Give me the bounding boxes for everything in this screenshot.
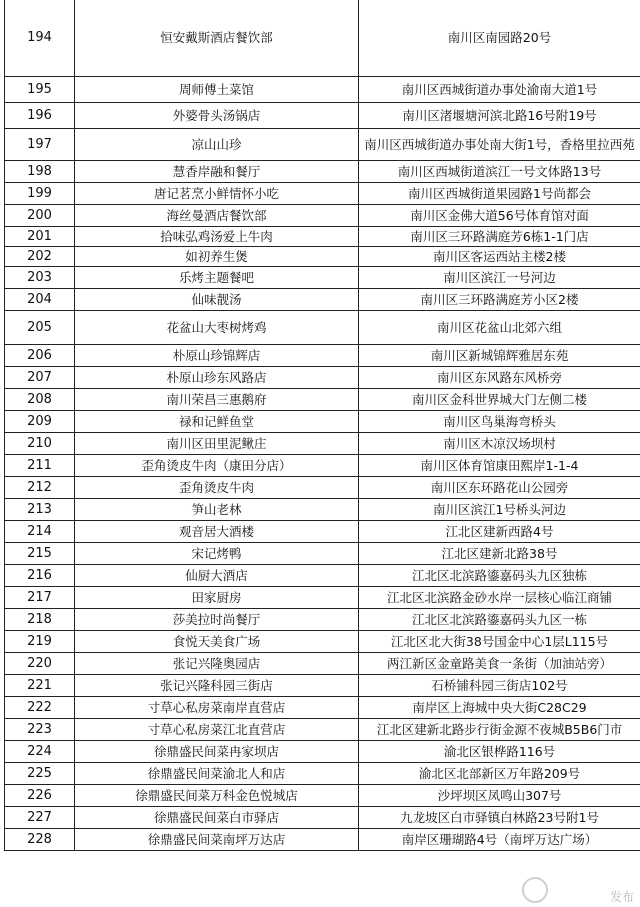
- table-row: [5, 807, 640, 829]
- row-number: 217: [5, 587, 75, 609]
- row-number: 205: [5, 311, 75, 345]
- restaurant-name: 周师傅土菜馆: [75, 77, 359, 103]
- table-row: [5, 455, 640, 477]
- row-number: 207: [5, 367, 75, 389]
- row-number: 214: [5, 521, 75, 543]
- row-number: 194: [5, 0, 75, 77]
- table-row: [5, 785, 640, 807]
- row-number: 206: [5, 345, 75, 367]
- restaurant-name: 海丝曼酒店餐饮部: [75, 205, 359, 227]
- table-row: [5, 609, 640, 631]
- restaurant-address: 南川区金佛大道56号体育馆对面: [359, 205, 640, 227]
- restaurant-name: 外婆骨头汤锅店: [75, 103, 359, 129]
- table-row: [5, 653, 640, 675]
- row-number: 224: [5, 741, 75, 763]
- restaurant-address: 江北区北滨路金砂水岸一层核心临江商铺: [359, 587, 640, 609]
- restaurant-name: 观音居大酒楼: [75, 521, 359, 543]
- table-row: [5, 389, 640, 411]
- table-row: [5, 631, 640, 653]
- restaurant-address: 江北区建新西路4号: [359, 521, 640, 543]
- row-number: 226: [5, 785, 75, 807]
- restaurant-address: 南川区东环路花山公园旁: [359, 477, 640, 499]
- restaurant-address: 南川区金科世界城大门左侧二楼: [359, 389, 640, 411]
- restaurant-address: 南川区西城街道办事处渝南大道1号: [359, 77, 640, 103]
- restaurant-address: 南川区西城街道果园路1号尚都会: [359, 183, 640, 205]
- table-row: [5, 719, 640, 741]
- row-number: 199: [5, 183, 75, 205]
- restaurant-name: 朴原山珍东风路店: [75, 367, 359, 389]
- restaurant-address: 九龙坡区白市驿镇白林路23号附1号: [359, 807, 640, 829]
- row-number: 211: [5, 455, 75, 477]
- restaurant-name: 张记兴隆奥园店: [75, 653, 359, 675]
- restaurant-address: 南岸区上海城中央大街C28C29: [359, 697, 640, 719]
- table-row: [5, 543, 640, 565]
- restaurant-address: 南川区三环路满庭芳小区2楼: [359, 289, 640, 311]
- restaurant-name: 唐记茗烹小鲜情怀小吃: [75, 183, 359, 205]
- row-number: 221: [5, 675, 75, 697]
- restaurant-name: 如初养生煲: [75, 247, 359, 267]
- table-row: [5, 0, 640, 77]
- table-row: [5, 227, 640, 247]
- restaurant-name: 禄和记鲜鱼堂: [75, 411, 359, 433]
- row-number: 210: [5, 433, 75, 455]
- restaurant-address: 江北区北大街38号国金中心1层L115号: [359, 631, 640, 653]
- table-row: [5, 183, 640, 205]
- row-number: 223: [5, 719, 75, 741]
- restaurant-name: 拾味弘鸡汤爱上牛肉: [75, 227, 359, 247]
- row-number: 204: [5, 289, 75, 311]
- table-row: [5, 697, 640, 719]
- table-row: [5, 411, 640, 433]
- restaurant-address: 南川区三环路满庭芳6栋1-1门店: [359, 227, 640, 247]
- table-row: [5, 103, 640, 129]
- row-number: 215: [5, 543, 75, 565]
- restaurant-address: 南川区南园路20号: [359, 0, 640, 77]
- table-row: [5, 205, 640, 227]
- restaurant-name: 南川荣昌三惠鹅府: [75, 389, 359, 411]
- table-body: [5, 0, 640, 851]
- row-number: 227: [5, 807, 75, 829]
- table-row: [5, 433, 640, 455]
- restaurant-name: 恒安戴斯酒店餐饮部: [75, 0, 359, 77]
- row-number: 225: [5, 763, 75, 785]
- restaurant-name: 寸草心私房菜江北直营店: [75, 719, 359, 741]
- table-row: [5, 741, 640, 763]
- restaurant-name: 莎美拉时尚餐厅: [75, 609, 359, 631]
- table-row: [5, 267, 640, 289]
- row-number: 228: [5, 829, 75, 851]
- restaurant-address: 南川区渚堰塘河滨北路16号附19号: [359, 103, 640, 129]
- restaurant-address: 南川区客运西站主楼2楼: [359, 247, 640, 267]
- restaurant-name: 仙厨大酒店: [75, 565, 359, 587]
- restaurant-address: 沙坪坝区凤鸣山307号: [359, 785, 640, 807]
- table-row: [5, 763, 640, 785]
- table-row: [5, 565, 640, 587]
- restaurant-address: 石桥铺科园三街店102号: [359, 675, 640, 697]
- restaurant-name: 徐鼎盛民间菜万科金色悦城店: [75, 785, 359, 807]
- row-number: 209: [5, 411, 75, 433]
- restaurant-address: 南岸区珊瑚路4号（南坪万达广场）: [359, 829, 640, 851]
- table-row: [5, 675, 640, 697]
- table-row: [5, 829, 640, 851]
- restaurant-address: 南川区花盆山北郊六组: [359, 311, 640, 345]
- restaurant-address: 南川区西城街道办事处南大街1号，香格里拉西苑: [359, 129, 640, 161]
- row-number: 218: [5, 609, 75, 631]
- row-number: 216: [5, 565, 75, 587]
- table-row: [5, 477, 640, 499]
- restaurant-address: 南川区滨江一号河边: [359, 267, 640, 289]
- table-row: [5, 499, 640, 521]
- restaurant-table: [4, 0, 640, 851]
- table-row: [5, 247, 640, 267]
- row-number: 196: [5, 103, 75, 129]
- restaurant-name: 宋记烤鸭: [75, 543, 359, 565]
- restaurant-address: 南川区滨江1号桥头河边: [359, 499, 640, 521]
- restaurant-name: 徐鼎盛民间菜白市驿店: [75, 807, 359, 829]
- restaurant-name: 凉山山珍: [75, 129, 359, 161]
- row-number: 198: [5, 161, 75, 183]
- table-row: [5, 77, 640, 103]
- row-number: 200: [5, 205, 75, 227]
- table-row: [5, 289, 640, 311]
- table-row: [5, 129, 640, 161]
- row-number: 203: [5, 267, 75, 289]
- restaurant-address: 渝北区北部新区万年路209号: [359, 763, 640, 785]
- restaurant-name: 寸草心私房菜南岸直营店: [75, 697, 359, 719]
- restaurant-address: 南川区西城街道滨江一号文体路13号: [359, 161, 640, 183]
- row-number: 197: [5, 129, 75, 161]
- restaurant-name: 朴原山珍锦辉店: [75, 345, 359, 367]
- restaurant-name: 歪角烫皮牛肉（康田分店）: [75, 455, 359, 477]
- row-number: 222: [5, 697, 75, 719]
- row-number: 208: [5, 389, 75, 411]
- restaurant-address: 南川区新城锦辉雅居东苑: [359, 345, 640, 367]
- table-row: [5, 345, 640, 367]
- restaurant-address: 南川区东风路东风桥旁: [359, 367, 640, 389]
- restaurant-name: 田家厨房: [75, 587, 359, 609]
- watermark-text: 发布: [609, 890, 634, 904]
- restaurant-address: 江北区建新北路步行街金源不夜城B5B6门市: [359, 719, 640, 741]
- restaurant-name: 仙味靓汤: [75, 289, 359, 311]
- restaurant-name: 南川区田里泥鳅庄: [75, 433, 359, 455]
- row-number: 212: [5, 477, 75, 499]
- restaurant-name: 徐鼎盛民间菜冉家坝店: [75, 741, 359, 763]
- restaurant-address: 江北区建新北路38号: [359, 543, 640, 565]
- restaurant-name: 花盆山大枣树烤鸡: [75, 311, 359, 345]
- restaurant-address: 南川区木凉汉场坝村: [359, 433, 640, 455]
- row-number: 220: [5, 653, 75, 675]
- restaurant-name: 乐烤主题餐吧: [75, 267, 359, 289]
- table-row: [5, 521, 640, 543]
- row-number: 195: [5, 77, 75, 103]
- restaurant-name: 徐鼎盛民间菜渝北人和店: [75, 763, 359, 785]
- table-row: [5, 311, 640, 345]
- restaurant-name: 慧香岸融和餐厅: [75, 161, 359, 183]
- watermark-logo-icon: [522, 877, 548, 903]
- restaurant-address: 江北区北滨路鎏嘉码头九区独栋: [359, 565, 640, 587]
- restaurant-name: 食悦天美食广场: [75, 631, 359, 653]
- restaurant-name: 歪角烫皮牛肉: [75, 477, 359, 499]
- restaurant-address: 渝北区银桦路116号: [359, 741, 640, 763]
- restaurant-address: 两江新区金童路美食一条街（加油站旁）: [359, 653, 640, 675]
- restaurant-address: 南川区体育馆康田熙岸1-1-4: [359, 455, 640, 477]
- restaurant-address: 江北区北滨路鎏嘉码头九区一栋: [359, 609, 640, 631]
- restaurant-name: 张记兴隆科园三街店: [75, 675, 359, 697]
- restaurant-name: 笋山老林: [75, 499, 359, 521]
- row-number: 202: [5, 247, 75, 267]
- restaurant-address: 南川区鸟巢海弯桥头: [359, 411, 640, 433]
- row-number: 213: [5, 499, 75, 521]
- table-row: [5, 161, 640, 183]
- row-number: 201: [5, 227, 75, 247]
- restaurant-name: 徐鼎盛民间菜南坪万达店: [75, 829, 359, 851]
- table-row: [5, 587, 640, 609]
- row-number: 219: [5, 631, 75, 653]
- table-row: [5, 367, 640, 389]
